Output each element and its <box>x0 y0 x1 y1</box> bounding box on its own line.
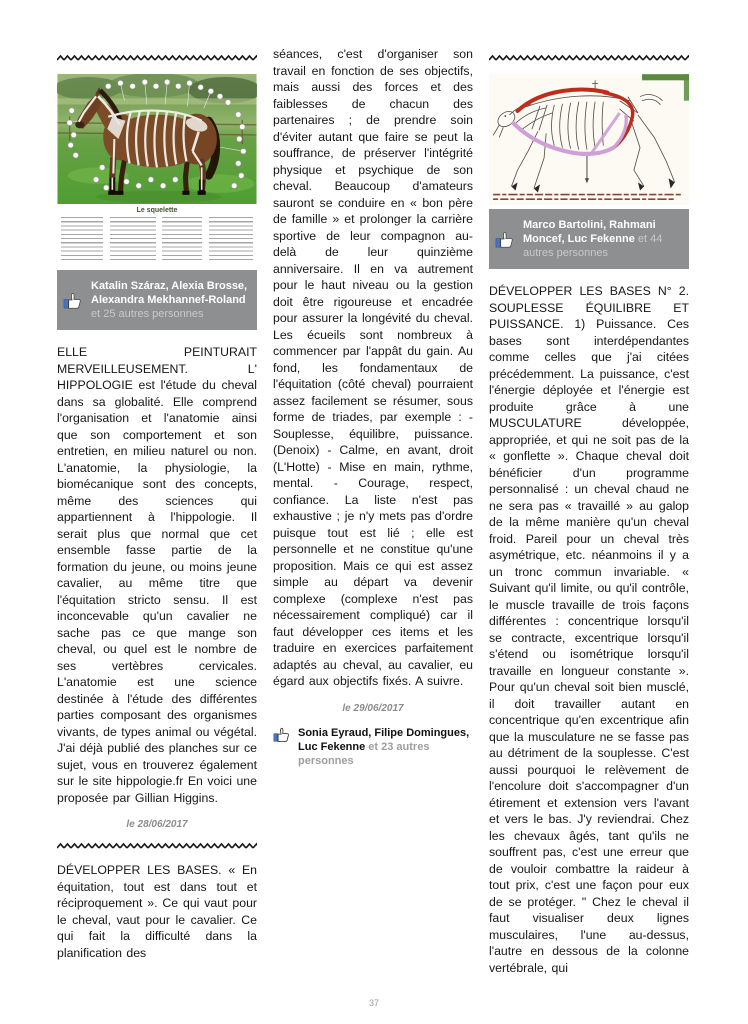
legend-title: Le squelette <box>136 207 178 214</box>
painted-horse-photo <box>57 74 257 204</box>
likes-text <box>298 726 473 768</box>
facebook-likes-caption <box>489 209 689 269</box>
post-text: DÉVELOPPER LES BASES. « En équitation, tout est dans tout et réciproquement ». Ce qui vaut pour le cheval, vaut pour le cavalier. Ce qui fait la difficulté dans la planification des <box>57 863 257 960</box>
likes-others: et 44 autres personnes <box>523 233 663 259</box>
post-date: le 28/06/2017 <box>126 819 188 830</box>
likes-text <box>91 279 249 321</box>
torn-edge-separator-icon <box>57 54 257 62</box>
legend-lines <box>110 217 156 261</box>
legend-lines <box>61 217 103 261</box>
thumbs-up-icon <box>495 230 514 249</box>
liker-names: Sonia Eyraud, Filipe Domingues, Luc Fekenne <box>298 726 470 753</box>
thumbs-up-icon <box>63 291 82 310</box>
post-text: DÉVELOPPER LES BASES N° 2. SOUPLESSE ÉQUILIBRE ET PUISSANCE. 1) Puissance. Ces bases sont interdépendantes comme celles que j'ai citées précédemment. La puissance, c'est l'énergie déployée et l'énergie est produite grâce à une MUSCULATURE développée, appropriée, et qui ne soit pas de la « gonflette ». Chaque cheval doit bénéficier d'un programme personnalisé : un cheval chaud ne ne sera pas « travaillé » au galop de la même manière qu'un cheval froid. Pareil pour un cheval très asymétrique, etc. néanmoins il y a un tronc commun invariable. « Suivant qu'il limite, ou qu'il contrôle, le muscle travaille de trois façons différentes : concentrique lorsqu'il se contracte, excentrique lorsqu'il s'étend ou isométrique lorsqu'il travaille en longueur constante ». Pour qu'un cheval soit bien musclé, il doit travailler autant en concentrique qu'en excentrique afin que la musculature ne se fasse pas au détriment de la souplesse. C'est aussi pourquoi le relèvement de l'encolure doit s'accompagner d'un étirement et extension vers l'avant et vers le bas. J'y reviendrai. Chez les chevaux âgés, tant qu'ils ne souffrent pas, c'est une erreur que de vouloir combattre la raideur à tout prix, c'est une façon pour eux de se protéger. " Chez le cheval il faut visualiser deux lignes musculaires, l'une au-dessus, l'autre en dessous de la colonne vertébrale, qui <box>489 284 689 975</box>
column-right <box>489 44 689 976</box>
skeleton-legend <box>57 204 257 266</box>
legend-line-columns <box>58 217 256 261</box>
torn-edge-separator-icon <box>489 54 689 62</box>
liker-names: Katalin Száraz, Alexia Brosse, Alexandra Mekhannef-Roland <box>91 280 248 306</box>
facebook-likes-caption <box>57 270 257 330</box>
legend-lines <box>162 217 202 261</box>
post-text: ELLE PEINTURAIT MERVEILLEUSEMENT. L' HIPPOLOGIE est l'étude du cheval dans sa globalité. Elle comprend l'organisation et l'anatomie ainsi que son comportement et son entretien, en milieu naturel ou non. L'anatomie, la physiologie, la biomécanique sont des concepts, même des sciences qui appartiennent à l'hippologie. Il serait plus que normal que cet ensemble fasse partie de la formation du jeune, ou moins jeune cavalier, au même titre que l'équitation stricto sensu. Il est inconcevable qu'un cavalier ne sache pas ce que mange son cheval, ou quel est le nombre de ses vertèbres cervicales. L'anatomie est une science destinée à l'étude des différentes parties composant des organismes vivants, de types animal ou végétal. J'ai déjà publié des planches sur ce sujet, vous en trouverez également sur le site hippologie.fr En voici une proposée par Gillian Higgins. <box>57 345 257 805</box>
likes-others: et 25 autres personnes <box>91 308 204 320</box>
three-column-layout <box>57 44 689 976</box>
liker-names: Marco Bartolini, Rahmani Moncef, Luc Fekenne <box>523 219 656 245</box>
likes-text <box>523 218 681 260</box>
post-date: le 29/06/2017 <box>342 702 404 714</box>
facebook-likes-caption <box>273 726 473 768</box>
column-left <box>57 44 257 976</box>
horse-skeleton-diagram-figure <box>489 74 689 205</box>
horse-skeleton-diagram <box>489 74 689 205</box>
page-number: 37 <box>368 998 379 1008</box>
post-text: séances, c'est d'organiser son travail en fonction de ses objectifs, mais aussi des forces et des faiblesses de chacun des partenaires ; de prendre soin d'éviter autant que faire se peut la souffrance, de préserver l'intégrité physique et psychique de son cheval. Beaucoup d'amateurs sauront se conduire en « bon père de famille » et prolonger la carrière sportive de leur compagnon au-delà de leur quinzième anniversaire. Il en va autrement pour le haut niveau ou la gestion doit être rigoureuse et encadrée pour assurer la longévité du cheval. Les écueils sont nombreux à commencer par l'appât du gain. Au fond, les fondamentaux de l'équitation (côté cheval) pourraient assez facilement se résumer, sous forme de triades, par exemple : - Souplesse, équilibre, puissance. (Denoix) - Calme, en avant, droit (L'Hotte) - Mise en main, rythme, mental. - Courage, respect, confiance. La liste n'est pas exhaustive ; je n'y mets pas d'ordre puisque tout est lié ; elle est personnelle et ne constitue qu'une proposition. Mais ce qui est assez simple au départ va devenir complexe (complexe n'est pas nécessairement compliqué) car il faut développer ces items et les traduire en exercices parfaitement adaptés au cheval, au cavalier, eu égard aux objectifs fixés. A suivre. <box>273 47 473 688</box>
painted-horse-photo-figure <box>57 74 257 266</box>
legend-lines <box>209 217 253 261</box>
torn-edge-separator-icon <box>57 842 257 850</box>
thumbs-up-icon <box>273 726 290 743</box>
column-middle <box>273 44 473 976</box>
likes-others: et 23 autres personnes <box>298 740 430 767</box>
